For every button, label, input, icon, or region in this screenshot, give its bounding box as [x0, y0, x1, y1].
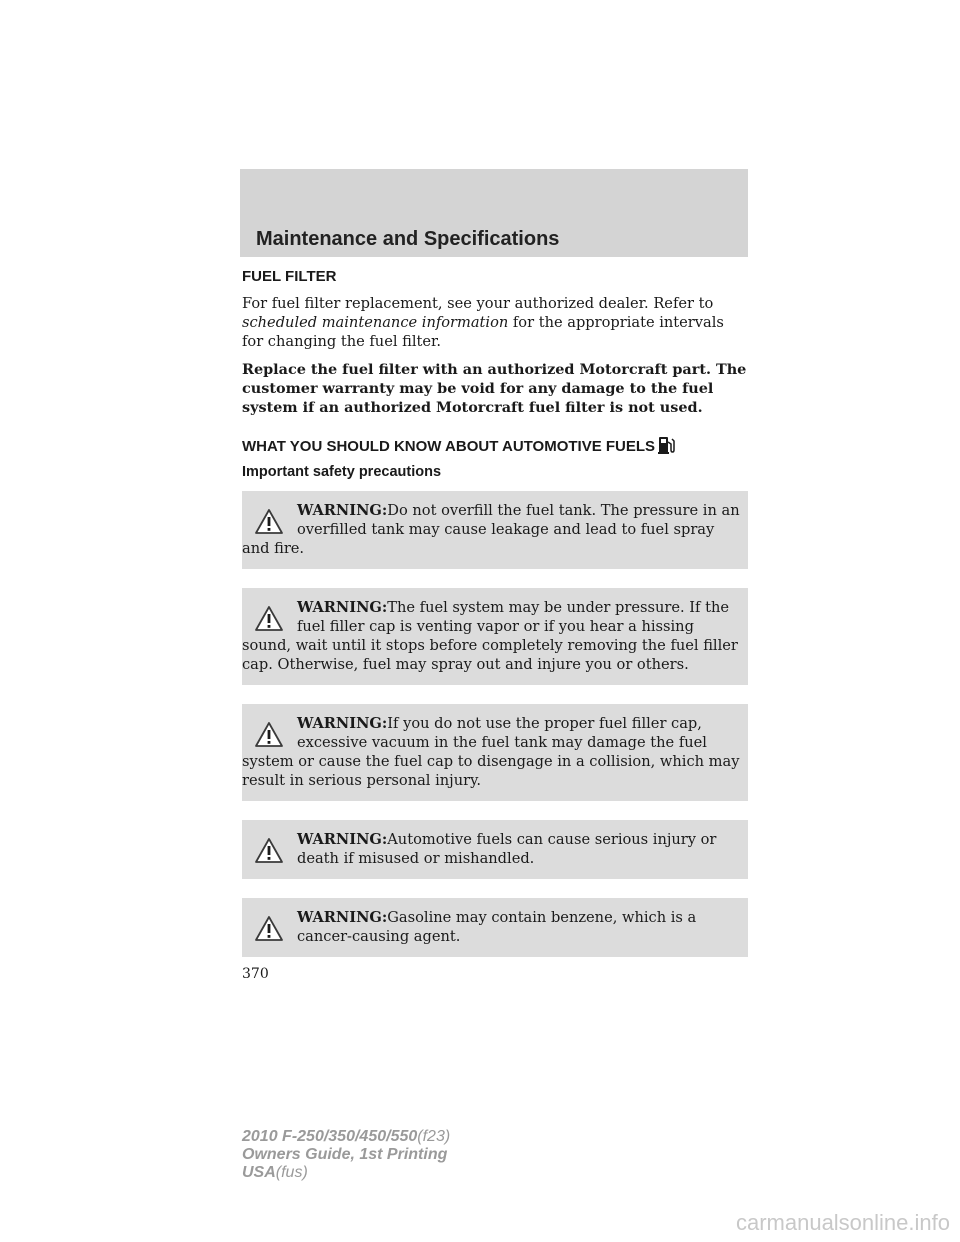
warning-text: The fuel system may be under pressure. If the fuel filler cap is venting vapor or if you hear a hissing sound, wait until it stops before completely removing the fuel filler cap. Otherwise, fuel may spray out and injure you or others.	[242, 599, 738, 673]
warning-text: If you do not use the proper fuel filler cap, excessive vacuum in the fuel tank may damage the fuel system or cause the fuel cap to disengage in a collision, which may result in serious personal injury.	[242, 715, 740, 789]
warning-box	[242, 588, 748, 685]
warning-triangle-icon	[254, 508, 284, 535]
motorcraft-note: Replace the fuel filter with an authorized Motorcraft part. The customer warranty may be void for any damage to the fuel system if an authorized Motorcraft fuel filter is not used.	[242, 361, 747, 416]
warning-label: WARNING:	[297, 599, 388, 616]
footer-line-model	[242, 1128, 450, 1146]
footer-model: 2010 F-250/350/450/550	[242, 1128, 418, 1145]
footer-model-code: (f23)	[417, 1128, 451, 1145]
warning-triangle-icon	[254, 605, 284, 632]
page-number: 370	[242, 966, 269, 982]
warning-triangle-icon	[254, 915, 284, 942]
warning-label: WARNING:	[297, 715, 388, 732]
footer-region-code: (fus)	[275, 1164, 308, 1181]
fuels-heading-row	[242, 435, 748, 455]
warning-triangle-icon	[254, 721, 284, 748]
warning-label: WARNING:	[297, 502, 388, 519]
section-title: Maintenance and Specifications	[256, 228, 560, 250]
warning-box	[242, 704, 748, 801]
section-header-bar	[240, 169, 748, 257]
site-watermark: carmanualsonline.info	[735, 1210, 950, 1235]
maintenance-reference: scheduled maintenance information	[242, 314, 509, 331]
fuel-filter-text-start: For fuel filter replacement, see your authorized dealer. Refer to	[242, 295, 714, 312]
fuel-filter-paragraph	[242, 294, 748, 351]
warning-text: Do not overfill the fuel tank. The pressure in an overfilled tank may cause leakage and lead to fuel spray and fire.	[242, 502, 740, 557]
safety-precautions-heading: Important safety precautions	[242, 464, 442, 480]
page-content	[242, 268, 748, 957]
warning-box	[242, 898, 748, 957]
footer-line-region	[242, 1164, 450, 1182]
warning-triangle-icon	[254, 837, 284, 864]
automotive-fuels-heading: WHAT YOU SHOULD KNOW ABOUT AUTOMOTIVE FUELS	[242, 438, 656, 455]
footer-region: USA	[242, 1164, 276, 1181]
warning-label: WARNING:	[297, 909, 388, 926]
footer-line-printing: Owners Guide, 1st Printing	[242, 1146, 448, 1163]
warning-box	[242, 820, 748, 879]
warning-text: Gasoline may contain benzene, which is a cancer-causing agent.	[297, 909, 697, 945]
footer-print-info	[242, 1128, 450, 1182]
fuel-filter-heading: FUEL FILTER	[242, 268, 337, 285]
fuel-pump-icon	[657, 435, 675, 455]
warning-text: Automotive fuels can cause serious injury or death if misused or mishandled.	[297, 831, 717, 867]
warning-label: WARNING:	[297, 831, 388, 848]
warning-box	[242, 491, 748, 569]
fuel-filter-text-end: for the appropriate intervals for changing the fuel filter.	[242, 314, 724, 350]
